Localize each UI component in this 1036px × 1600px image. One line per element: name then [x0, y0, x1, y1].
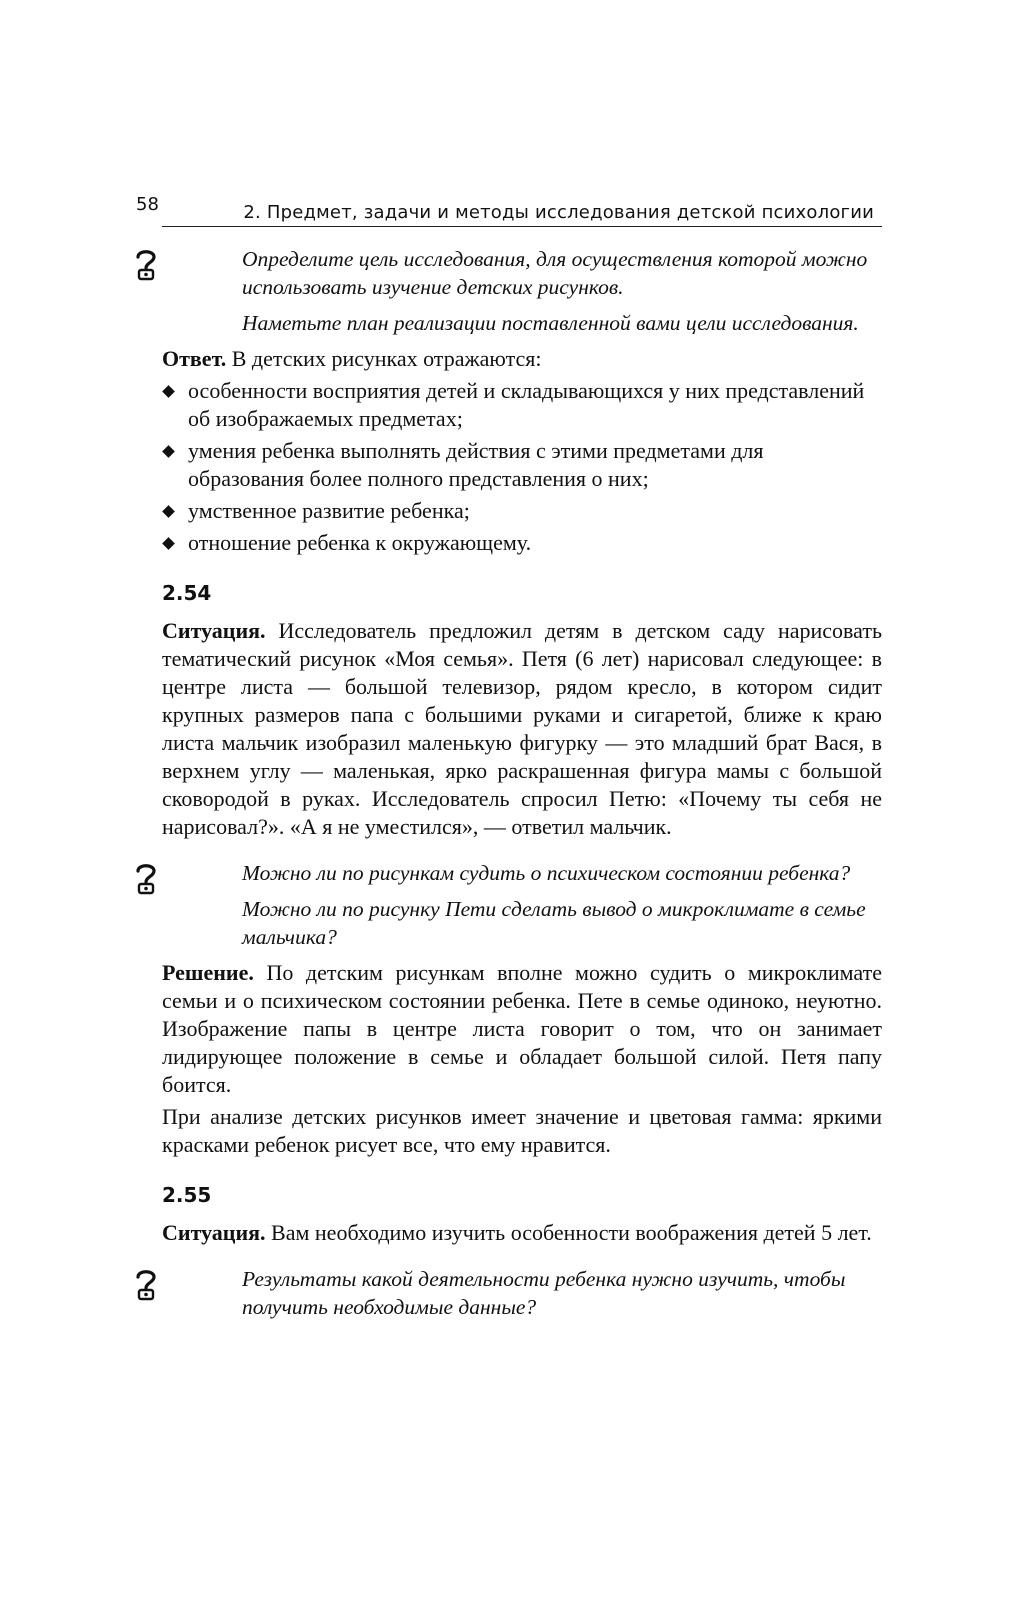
solution-label: Решение. [162, 960, 254, 985]
answer-label: Ответ. [162, 346, 227, 371]
solution-text: По детским рисункам вполне можно судить о микроклимате семьи и о психическом состоянии ребенка. Пете в семье одиноко, неуютно. Изображение папы в центре листа говорит о том, что он занимает лидирующее положение в семье и обладает большой силой. Петя папу боится. [162, 960, 882, 1097]
list-item: особенности восприятия детей и складывающихся у них представлений об изображаемых предметах; [162, 377, 882, 433]
question-block-2 [162, 859, 882, 951]
question-mark-icon [132, 861, 160, 895]
question-text: Определите цель исследования, для осуществления которой можно использовать изучение детских рисунков. [242, 247, 868, 299]
list-item: отношение ребенка к окружающему. [162, 529, 882, 557]
question-text: Результаты какой деятельности ребенка нужно изучить, чтобы получить необходимые данные? [242, 1267, 846, 1319]
section-number: 2.54 [162, 581, 212, 605]
diamond-bullet-icon [162, 537, 175, 550]
situation-paragraph [162, 1219, 882, 1247]
answer-text: В детских рисунках отражаются: [226, 346, 542, 371]
situation-text: Вам необходимо изучить особенности воображения детей 5 лет. [265, 1220, 872, 1245]
answer-list [162, 377, 882, 557]
question-block-1 [162, 245, 882, 337]
solution-paragraph [162, 959, 882, 1099]
diamond-bullet-icon [162, 505, 175, 518]
book-page [136, 192, 882, 1321]
running-header [136, 192, 882, 227]
page-number: 58 [136, 194, 159, 215]
question-mark-icon [132, 1267, 160, 1301]
question-text: Наметьте план реализации поставленной вами цели исследования. [242, 311, 859, 335]
situation-text: Исследователь предложил детям в детском саду нарисовать тематический рисунок «Моя семья». Петя (6 лет) нарисовал следующее: в центре листа — большой телевизор, рядом кресло, в котором сидит крупных размеров папа с большими руками и сигаретой, ближе к краю листа мальчик изобразил маленькую фигурку — это младший брат Вася, в верхнем углу — маленькая, ярко раскрашенная фигура мамы с большой сковородой в руках. Исследователь спросил Петю: «Почему ты себя не нарисовал?». «А я не уместился», — ответил мальчик. [162, 618, 882, 839]
solution-paragraph-2: При анализе детских рисунков имеет значение и цветовая гамма: яркими красками ребенок рисует все, что ему нравится. [162, 1104, 882, 1157]
situation-paragraph [162, 617, 882, 841]
question-text: Можно ли по рисунку Пети сделать вывод о микроклимате в семье мальчика? [242, 897, 866, 949]
situation-label: Ситуация. [162, 1220, 266, 1245]
situation-label: Ситуация. [162, 618, 266, 643]
list-item: умственное развитие ребенка; [162, 497, 882, 525]
running-title: 2. Предмет, задачи и методы исследования детской психологии [243, 202, 874, 223]
diamond-bullet-icon [162, 445, 175, 458]
section-number: 2.55 [162, 1183, 212, 1207]
list-item: умения ребенка выполнять действия с этими предметами для образования более полного представления о них; [162, 437, 882, 493]
answer-paragraph [162, 345, 882, 373]
question-block-3 [162, 1265, 882, 1321]
question-mark-icon [132, 247, 160, 281]
diamond-bullet-icon [162, 385, 175, 398]
question-text: Можно ли по рисункам судить о психическом состоянии ребенка? [242, 861, 851, 885]
